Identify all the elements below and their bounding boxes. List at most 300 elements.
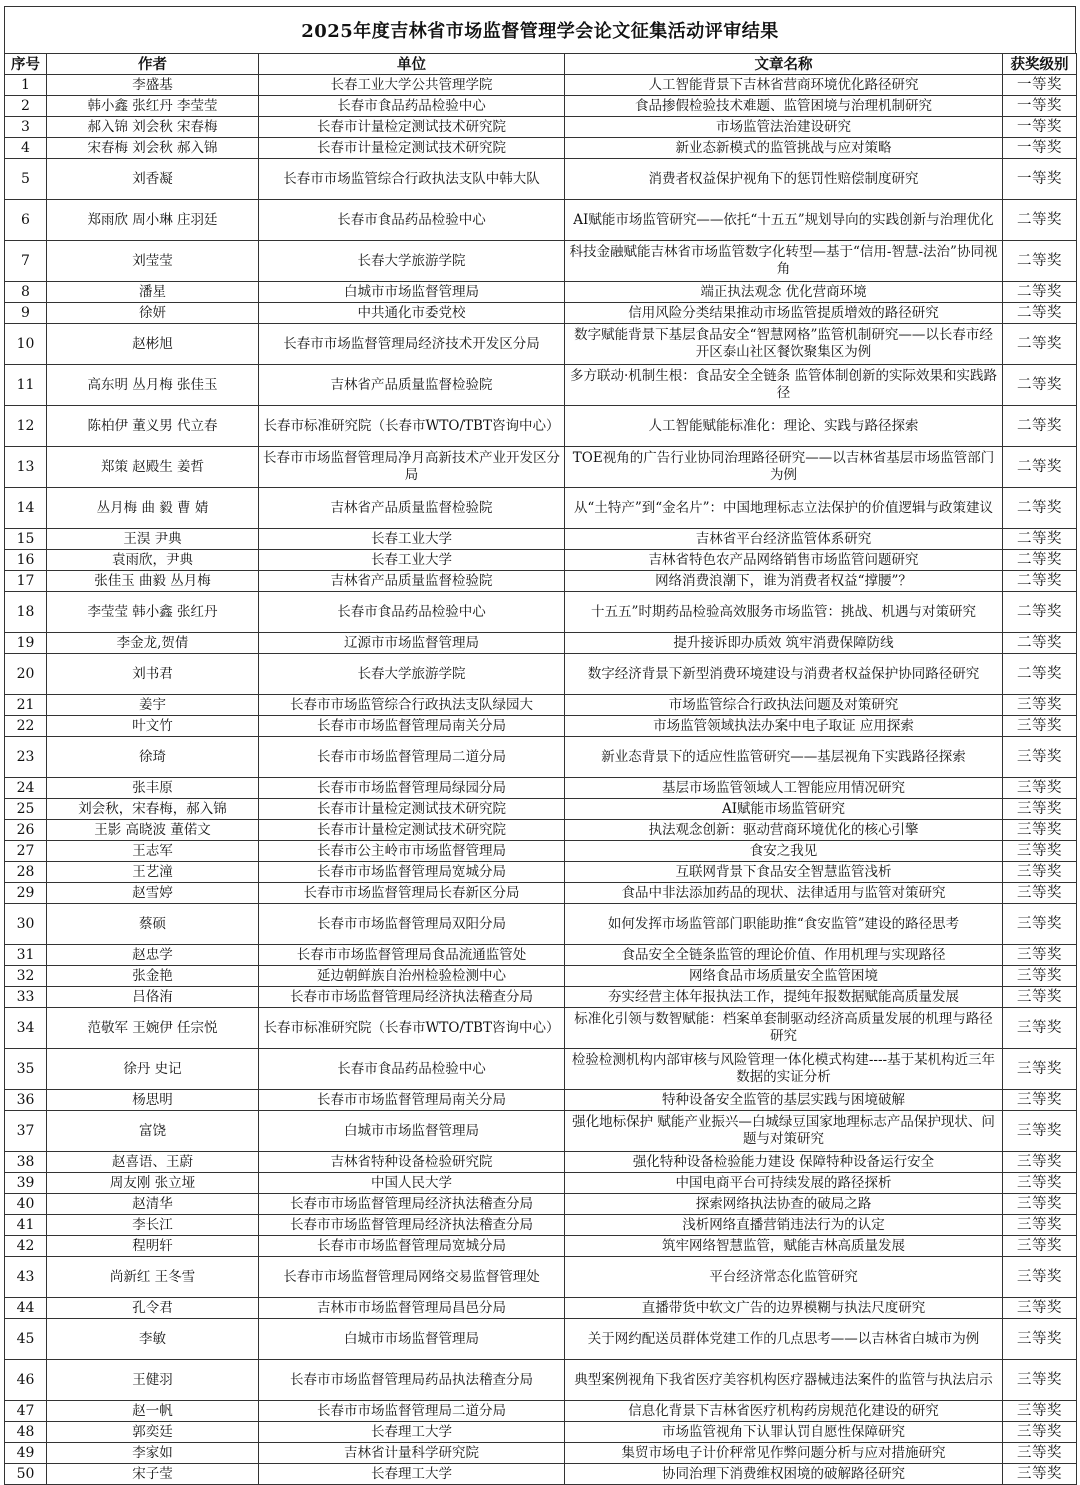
cell-prize: 三等奖	[1003, 862, 1077, 883]
page-title: 2025年度吉林省市场监督管理学会论文征集活动评审结果	[4, 6, 1076, 53]
cell-author: 赵一帆	[47, 1401, 259, 1422]
cell-author: 王影 高晓波 董偌文	[47, 820, 259, 841]
table-row	[5, 75, 1077, 96]
cell-prize: 二等奖	[1003, 365, 1077, 406]
cell-article: 网络消费浪潮下，谁为消费者权益“撑腰”？	[565, 571, 1003, 592]
cell-no: 38	[5, 1152, 47, 1173]
cell-no: 8	[5, 282, 47, 303]
cell-author: 蔡硕	[47, 904, 259, 945]
table-row	[5, 529, 1077, 550]
table-row	[5, 799, 1077, 820]
table-row	[5, 987, 1077, 1008]
cell-article: 强化特种设备检验能力建设 保障特种设备运行安全	[565, 1152, 1003, 1173]
cell-prize: 一等奖	[1003, 159, 1077, 200]
table-row	[5, 633, 1077, 654]
cell-unit: 白城市市场监督管理局	[259, 1319, 565, 1360]
cell-article: 人工智能背景下吉林省营商环境优化路径研究	[565, 75, 1003, 96]
table-row	[5, 1360, 1077, 1401]
cell-no: 9	[5, 303, 47, 324]
cell-no: 24	[5, 778, 47, 799]
cell-author: 高东明 丛月梅 张佳玉	[47, 365, 259, 406]
cell-prize: 一等奖	[1003, 138, 1077, 159]
cell-prize: 三等奖	[1003, 1215, 1077, 1236]
cell-unit: 长春市市场监督管理局经济执法稽查分局	[259, 1194, 565, 1215]
cell-no: 41	[5, 1215, 47, 1236]
cell-article: 从“土特产”到“金名片”：中国地理标志立法保护的价值逻辑与政策建议	[565, 488, 1003, 529]
cell-article: 强化地标保护 赋能产业振兴—白城绿豆国家地理标志产品保护现状、问题与对策研究	[565, 1111, 1003, 1152]
table-row	[5, 571, 1077, 592]
table-row	[5, 1464, 1077, 1485]
cell-article: 典型案例视角下我省医疗美容机构医疗器械违法案件的监管与执法启示	[565, 1360, 1003, 1401]
cell-unit: 长春市市场监督管理局南关分局	[259, 716, 565, 737]
cell-unit: 长春市计量检定测试技术研究院	[259, 799, 565, 820]
table-row	[5, 1152, 1077, 1173]
cell-author: 赵喜语、王蔚	[47, 1152, 259, 1173]
cell-no: 43	[5, 1257, 47, 1298]
cell-unit: 长春市计量检定测试技术研究院	[259, 820, 565, 841]
table-row	[5, 324, 1077, 365]
cell-article: 人工智能赋能标准化：理论、实践与路径探索	[565, 406, 1003, 447]
table-row	[5, 365, 1077, 406]
cell-no: 47	[5, 1401, 47, 1422]
cell-article: 市场监管综合行政执法问题及对策研究	[565, 695, 1003, 716]
cell-prize: 三等奖	[1003, 695, 1077, 716]
cell-unit: 长春市市场监督管理局宽城分局	[259, 1236, 565, 1257]
header-no: 序号	[5, 54, 47, 75]
table-row	[5, 282, 1077, 303]
cell-no: 11	[5, 365, 47, 406]
table-row	[5, 241, 1077, 282]
table-row	[5, 1090, 1077, 1111]
cell-prize: 二等奖	[1003, 654, 1077, 695]
cell-unit: 长春工业大学	[259, 529, 565, 550]
cell-no: 30	[5, 904, 47, 945]
cell-article: 食品掺假检验技术难题、监管困境与治理机制研究	[565, 96, 1003, 117]
cell-author: 李盛基	[47, 75, 259, 96]
table-header-row	[5, 54, 1077, 75]
cell-no: 7	[5, 241, 47, 282]
cell-unit: 吉林省产品质量监督检验院	[259, 488, 565, 529]
cell-no: 21	[5, 695, 47, 716]
table-row	[5, 841, 1077, 862]
cell-no: 28	[5, 862, 47, 883]
cell-prize: 二等奖	[1003, 324, 1077, 365]
cell-no: 49	[5, 1443, 47, 1464]
cell-prize: 一等奖	[1003, 75, 1077, 96]
cell-unit: 长春市市场监督管理局净月高新技术产业开发区分局	[259, 447, 565, 488]
table-row	[5, 820, 1077, 841]
cell-article: 端正执法观念 优化营商环境	[565, 282, 1003, 303]
table-body	[5, 75, 1077, 1485]
cell-author: 张金艳	[47, 966, 259, 987]
cell-no: 20	[5, 654, 47, 695]
table-row	[5, 1173, 1077, 1194]
cell-article: 网络食品市场质量安全监管困境	[565, 966, 1003, 987]
cell-article: 提升接诉即办质效 筑牢消费保障防线	[565, 633, 1003, 654]
cell-article: 检验检测机构内部审核与风险管理一体化模式构建----基于某机构近三年数据的实证分析	[565, 1049, 1003, 1090]
cell-unit: 长春市市场监督管理局经济执法稽查分局	[259, 1215, 565, 1236]
cell-article: 如何发挥市场监管部门职能助推“食安监管”建设的路径思考	[565, 904, 1003, 945]
table-row	[5, 592, 1077, 633]
cell-no: 34	[5, 1008, 47, 1049]
cell-unit: 长春市市场监督管理局二道分局	[259, 1401, 565, 1422]
cell-prize: 三等奖	[1003, 1236, 1077, 1257]
cell-no: 32	[5, 966, 47, 987]
cell-prize: 三等奖	[1003, 966, 1077, 987]
cell-unit: 长春市市场监督管理局双阳分局	[259, 904, 565, 945]
cell-no: 18	[5, 592, 47, 633]
cell-unit: 长春市市场监督管理局宽城分局	[259, 862, 565, 883]
cell-author: 赵忠学	[47, 945, 259, 966]
cell-unit: 长春市市场监督管理局二道分局	[259, 737, 565, 778]
cell-prize: 二等奖	[1003, 592, 1077, 633]
cell-prize: 三等奖	[1003, 1090, 1077, 1111]
cell-prize: 三等奖	[1003, 799, 1077, 820]
cell-article: 信用风险分类结果推动市场监管提质增效的路径研究	[565, 303, 1003, 324]
cell-unit: 长春大学旅游学院	[259, 654, 565, 695]
cell-article: 集贸市场电子计价秤常见作弊问题分析与应对措施研究	[565, 1443, 1003, 1464]
cell-prize: 三等奖	[1003, 945, 1077, 966]
table-row	[5, 716, 1077, 737]
cell-prize: 三等奖	[1003, 1298, 1077, 1319]
table-row	[5, 1194, 1077, 1215]
cell-prize: 三等奖	[1003, 1401, 1077, 1422]
results-table	[4, 53, 1077, 1485]
cell-unit: 吉林省产品质量监督检验院	[259, 571, 565, 592]
cell-prize: 二等奖	[1003, 633, 1077, 654]
cell-article: 吉林省平台经济监管体系研究	[565, 529, 1003, 550]
cell-unit: 长春工业大学	[259, 550, 565, 571]
cell-unit: 白城市市场监督管理局	[259, 282, 565, 303]
cell-author: 韩小鑫 张红丹 李莹莹	[47, 96, 259, 117]
cell-no: 45	[5, 1319, 47, 1360]
cell-prize: 二等奖	[1003, 241, 1077, 282]
cell-prize: 二等奖	[1003, 406, 1077, 447]
cell-unit: 长春市食品药品检验中心	[259, 1049, 565, 1090]
cell-author: 李金龙,贺倩	[47, 633, 259, 654]
cell-prize: 二等奖	[1003, 529, 1077, 550]
cell-unit: 吉林省产品质量监督检验院	[259, 365, 565, 406]
cell-no: 35	[5, 1049, 47, 1090]
cell-unit: 长春市市场监督管理局绿园分局	[259, 778, 565, 799]
cell-article: 食安之我见	[565, 841, 1003, 862]
cell-unit: 长春理工大学	[259, 1422, 565, 1443]
cell-article: 科技金融赋能吉林省市场监管数字化转型—基于“信用-智慧-法治”协同视角	[565, 241, 1003, 282]
cell-no: 50	[5, 1464, 47, 1485]
table-row	[5, 1319, 1077, 1360]
table-row	[5, 904, 1077, 945]
cell-author: 吕佫洧	[47, 987, 259, 1008]
cell-no: 40	[5, 1194, 47, 1215]
table-row	[5, 550, 1077, 571]
table-row	[5, 200, 1077, 241]
cell-no: 17	[5, 571, 47, 592]
cell-unit: 长春市标准研究院（长春市WTO/TBT咨询中心）	[259, 406, 565, 447]
table-row	[5, 1298, 1077, 1319]
cell-unit: 长春市食品药品检验中心	[259, 200, 565, 241]
header-unit: 单位	[259, 54, 565, 75]
cell-author: 周友刚 张立垭	[47, 1173, 259, 1194]
cell-author: 徐妍	[47, 303, 259, 324]
cell-no: 29	[5, 883, 47, 904]
cell-unit: 长春市市场监督管理局经济技术开发区分局	[259, 324, 565, 365]
cell-no: 26	[5, 820, 47, 841]
cell-unit: 长春市市场监督管理局南关分局	[259, 1090, 565, 1111]
cell-article: 数字赋能背景下基层食品安全“智慧网格”监管机制研究——以长春市经开区泰山社区餐饮聚集区为例	[565, 324, 1003, 365]
header-author: 作者	[47, 54, 259, 75]
cell-prize: 二等奖	[1003, 303, 1077, 324]
cell-no: 3	[5, 117, 47, 138]
cell-no: 33	[5, 987, 47, 1008]
cell-author: 王健羽	[47, 1360, 259, 1401]
cell-unit: 长春市计量检定测试技术研究院	[259, 117, 565, 138]
table-row	[5, 1008, 1077, 1049]
cell-no: 12	[5, 406, 47, 447]
cell-prize: 三等奖	[1003, 1008, 1077, 1049]
cell-no: 13	[5, 447, 47, 488]
cell-author: 孔令君	[47, 1298, 259, 1319]
cell-author: 赵彬旭	[47, 324, 259, 365]
cell-article: 食品安全全链条监管的理论价值、作用机理与实现路径	[565, 945, 1003, 966]
cell-author: 袁雨欣，尹典	[47, 550, 259, 571]
cell-unit: 中国人民大学	[259, 1173, 565, 1194]
cell-no: 14	[5, 488, 47, 529]
cell-article: 平台经济常态化监管研究	[565, 1257, 1003, 1298]
cell-prize: 三等奖	[1003, 904, 1077, 945]
table-row	[5, 778, 1077, 799]
table-row	[5, 1257, 1077, 1298]
cell-article: 消费者权益保护视角下的惩罚性赔偿制度研究	[565, 159, 1003, 200]
cell-prize: 三等奖	[1003, 778, 1077, 799]
header-article: 文章名称	[565, 54, 1003, 75]
cell-article: 执法观念创新：驱动营商环境优化的核心引擎	[565, 820, 1003, 841]
cell-no: 4	[5, 138, 47, 159]
cell-unit: 吉林市市场监督管理局昌邑分局	[259, 1298, 565, 1319]
cell-prize: 三等奖	[1003, 1443, 1077, 1464]
cell-author: 李莹莹 韩小鑫 张红丹	[47, 592, 259, 633]
table-row	[5, 406, 1077, 447]
cell-no: 19	[5, 633, 47, 654]
cell-author: 宋春梅 刘会秋 郝入锦	[47, 138, 259, 159]
cell-prize: 一等奖	[1003, 96, 1077, 117]
cell-unit: 长春大学旅游学院	[259, 241, 565, 282]
cell-prize: 二等奖	[1003, 282, 1077, 303]
cell-author: 刘书君	[47, 654, 259, 695]
cell-unit: 白城市市场监督管理局	[259, 1111, 565, 1152]
cell-author: 叶文竹	[47, 716, 259, 737]
cell-author: 郑雨欣 周小琳 庄羽廷	[47, 200, 259, 241]
cell-unit: 辽源市市场监督管理局	[259, 633, 565, 654]
cell-author: 王艺潼	[47, 862, 259, 883]
table-row	[5, 117, 1077, 138]
cell-prize: 三等奖	[1003, 1319, 1077, 1360]
table-row	[5, 1422, 1077, 1443]
cell-author: 宋子莹	[47, 1464, 259, 1485]
table-row	[5, 966, 1077, 987]
cell-unit: 长春工业大学公共管理学院	[259, 75, 565, 96]
cell-unit: 长春市食品药品检验中心	[259, 96, 565, 117]
cell-article: 信息化背景下吉林省医疗机构药房规范化建设的研究	[565, 1401, 1003, 1422]
cell-unit: 吉林省计量科学研究院	[259, 1443, 565, 1464]
cell-author: 李长江	[47, 1215, 259, 1236]
cell-article: 十五五”时期药品检验高效服务市场监管：挑战、机遇与对策研究	[565, 592, 1003, 633]
table-row	[5, 96, 1077, 117]
cell-author: 杨思明	[47, 1090, 259, 1111]
cell-author: 富饶	[47, 1111, 259, 1152]
cell-prize: 二等奖	[1003, 200, 1077, 241]
cell-unit: 长春市市场监管综合行政执法支队中韩大队	[259, 159, 565, 200]
cell-author: 张丰原	[47, 778, 259, 799]
cell-article: 筑牢网络智慧监管，赋能吉林高质量发展	[565, 1236, 1003, 1257]
cell-prize: 三等奖	[1003, 1049, 1077, 1090]
table-row	[5, 883, 1077, 904]
cell-author: 刘会秋，宋春梅，郝入锦	[47, 799, 259, 820]
cell-article: 浅析网络直播营销违法行为的认定	[565, 1215, 1003, 1236]
table-row	[5, 303, 1077, 324]
cell-author: 王淏 尹典	[47, 529, 259, 550]
table-row	[5, 945, 1077, 966]
cell-article: 夯实经营主体年报执法工作，提纯年报数据赋能高质量发展	[565, 987, 1003, 1008]
cell-prize: 三等奖	[1003, 1360, 1077, 1401]
cell-prize: 三等奖	[1003, 1194, 1077, 1215]
cell-unit: 长春市市场监督管理局经济执法稽查分局	[259, 987, 565, 1008]
cell-article: 市场监管视角下认罪认罚自愿性保障研究	[565, 1422, 1003, 1443]
cell-no: 46	[5, 1360, 47, 1401]
cell-no: 27	[5, 841, 47, 862]
cell-unit: 长春市市场监督管理局食品流通监管处	[259, 945, 565, 966]
cell-article: AI赋能市场监管研究——依托“十五五”规划导向的实践创新与治理优化	[565, 200, 1003, 241]
cell-unit: 长春理工大学	[259, 1464, 565, 1485]
cell-no: 6	[5, 200, 47, 241]
cell-author: 赵雪婷	[47, 883, 259, 904]
cell-prize: 三等奖	[1003, 1422, 1077, 1443]
table-row	[5, 138, 1077, 159]
cell-article: 市场监管领域执法办案中电子取证 应用探索	[565, 716, 1003, 737]
cell-prize: 二等奖	[1003, 488, 1077, 529]
cell-author: 赵清华	[47, 1194, 259, 1215]
table-row	[5, 1236, 1077, 1257]
cell-author: 徐丹 史记	[47, 1049, 259, 1090]
cell-prize: 二等奖	[1003, 447, 1077, 488]
cell-prize: 三等奖	[1003, 820, 1077, 841]
cell-unit: 延边朝鲜族自治州检验检测中心	[259, 966, 565, 987]
cell-author: 徐琦	[47, 737, 259, 778]
cell-unit: 长春市市场监督管理局药品执法稽查分局	[259, 1360, 565, 1401]
cell-article: 协同治理下消费维权困境的破解路径研究	[565, 1464, 1003, 1485]
cell-article: TOE视角的广告行业协同治理路径研究——以吉林省基层市场监管部门为例	[565, 447, 1003, 488]
table-row	[5, 447, 1077, 488]
cell-article: AI赋能市场监管研究	[565, 799, 1003, 820]
cell-prize: 三等奖	[1003, 883, 1077, 904]
cell-prize: 三等奖	[1003, 1173, 1077, 1194]
cell-author: 程明轩	[47, 1236, 259, 1257]
cell-author: 郝入锦 刘会秋 宋春梅	[47, 117, 259, 138]
cell-article: 基层市场监管领域人工智能应用情况研究	[565, 778, 1003, 799]
cell-unit: 长春市标准研究院（长春市WTO/TBT咨询中心）	[259, 1008, 565, 1049]
cell-no: 15	[5, 529, 47, 550]
cell-no: 44	[5, 1298, 47, 1319]
cell-article: 新业态新模式的监管挑战与应对策略	[565, 138, 1003, 159]
table-row	[5, 1049, 1077, 1090]
cell-author: 李敏	[47, 1319, 259, 1360]
cell-prize: 三等奖	[1003, 987, 1077, 1008]
cell-article: 新业态背景下的适应性监管研究——基层视角下实践路径探索	[565, 737, 1003, 778]
cell-no: 37	[5, 1111, 47, 1152]
cell-no: 31	[5, 945, 47, 966]
cell-unit: 吉林省特种设备检验研究院	[259, 1152, 565, 1173]
header-prize: 获奖级别	[1003, 54, 1077, 75]
cell-unit: 长春市市场监督管理局网络交易监督管理处	[259, 1257, 565, 1298]
cell-no: 10	[5, 324, 47, 365]
table-row	[5, 1401, 1077, 1422]
results-sheet	[4, 6, 1076, 1485]
cell-author: 尚新红 王冬雪	[47, 1257, 259, 1298]
cell-prize: 三等奖	[1003, 1152, 1077, 1173]
cell-author: 刘莹莹	[47, 241, 259, 282]
cell-author: 丛月梅 曲 毅 曹 婧	[47, 488, 259, 529]
table-row	[5, 1443, 1077, 1464]
cell-author: 陈柏伊 董义男 代立春	[47, 406, 259, 447]
cell-no: 42	[5, 1236, 47, 1257]
cell-article: 吉林省特色农产品网络销售市场监管问题研究	[565, 550, 1003, 571]
cell-article: 中国电商平台可持续发展的路径探析	[565, 1173, 1003, 1194]
cell-unit: 中共通化市委党校	[259, 303, 565, 324]
table-row	[5, 737, 1077, 778]
table-row	[5, 695, 1077, 716]
cell-no: 23	[5, 737, 47, 778]
cell-unit: 长春市计量检定测试技术研究院	[259, 138, 565, 159]
cell-article: 食品中非法添加药品的现状、法律适用与监管对策研究	[565, 883, 1003, 904]
cell-no: 2	[5, 96, 47, 117]
cell-prize: 三等奖	[1003, 1111, 1077, 1152]
cell-article: 标准化引领与数智赋能：档案单套制驱动经济高质量发展的机理与路径研究	[565, 1008, 1003, 1049]
table-row	[5, 1111, 1077, 1152]
cell-no: 48	[5, 1422, 47, 1443]
cell-prize: 三等奖	[1003, 1464, 1077, 1485]
cell-no: 1	[5, 75, 47, 96]
cell-article: 探索网络执法协查的破局之路	[565, 1194, 1003, 1215]
table-row	[5, 159, 1077, 200]
cell-author: 范敬军 王婉伊 任宗悦	[47, 1008, 259, 1049]
cell-prize: 二等奖	[1003, 571, 1077, 592]
cell-article: 直播带货中软文广告的边界模糊与执法尺度研究	[565, 1298, 1003, 1319]
cell-unit: 长春市公主岭市市场监督管理局	[259, 841, 565, 862]
cell-no: 36	[5, 1090, 47, 1111]
table-row	[5, 654, 1077, 695]
cell-prize: 一等奖	[1003, 117, 1077, 138]
cell-article: 数字经济背景下新型消费环境建设与消费者权益保护协同路径研究	[565, 654, 1003, 695]
cell-no: 5	[5, 159, 47, 200]
cell-author: 姜宇	[47, 695, 259, 716]
cell-article: 互联网背景下食品安全智慧监管浅析	[565, 862, 1003, 883]
cell-author: 李家如	[47, 1443, 259, 1464]
cell-article: 特种设备安全监管的基层实践与困境破解	[565, 1090, 1003, 1111]
cell-article: 多方联动·机制生根：食品安全全链条 监管体制创新的实际效果和实践路径	[565, 365, 1003, 406]
cell-article: 市场监管法治建设研究	[565, 117, 1003, 138]
table-row	[5, 1215, 1077, 1236]
cell-prize: 三等奖	[1003, 737, 1077, 778]
cell-author: 张佳玉 曲毅 丛月梅	[47, 571, 259, 592]
cell-prize: 三等奖	[1003, 1257, 1077, 1298]
cell-prize: 三等奖	[1003, 716, 1077, 737]
cell-article: 关于网约配送员群体党建工作的几点思考——以吉林省白城市为例	[565, 1319, 1003, 1360]
cell-prize: 三等奖	[1003, 841, 1077, 862]
table-row	[5, 862, 1077, 883]
cell-unit: 长春市食品药品检验中心	[259, 592, 565, 633]
cell-no: 22	[5, 716, 47, 737]
cell-author: 刘香凝	[47, 159, 259, 200]
cell-author: 郭奕廷	[47, 1422, 259, 1443]
